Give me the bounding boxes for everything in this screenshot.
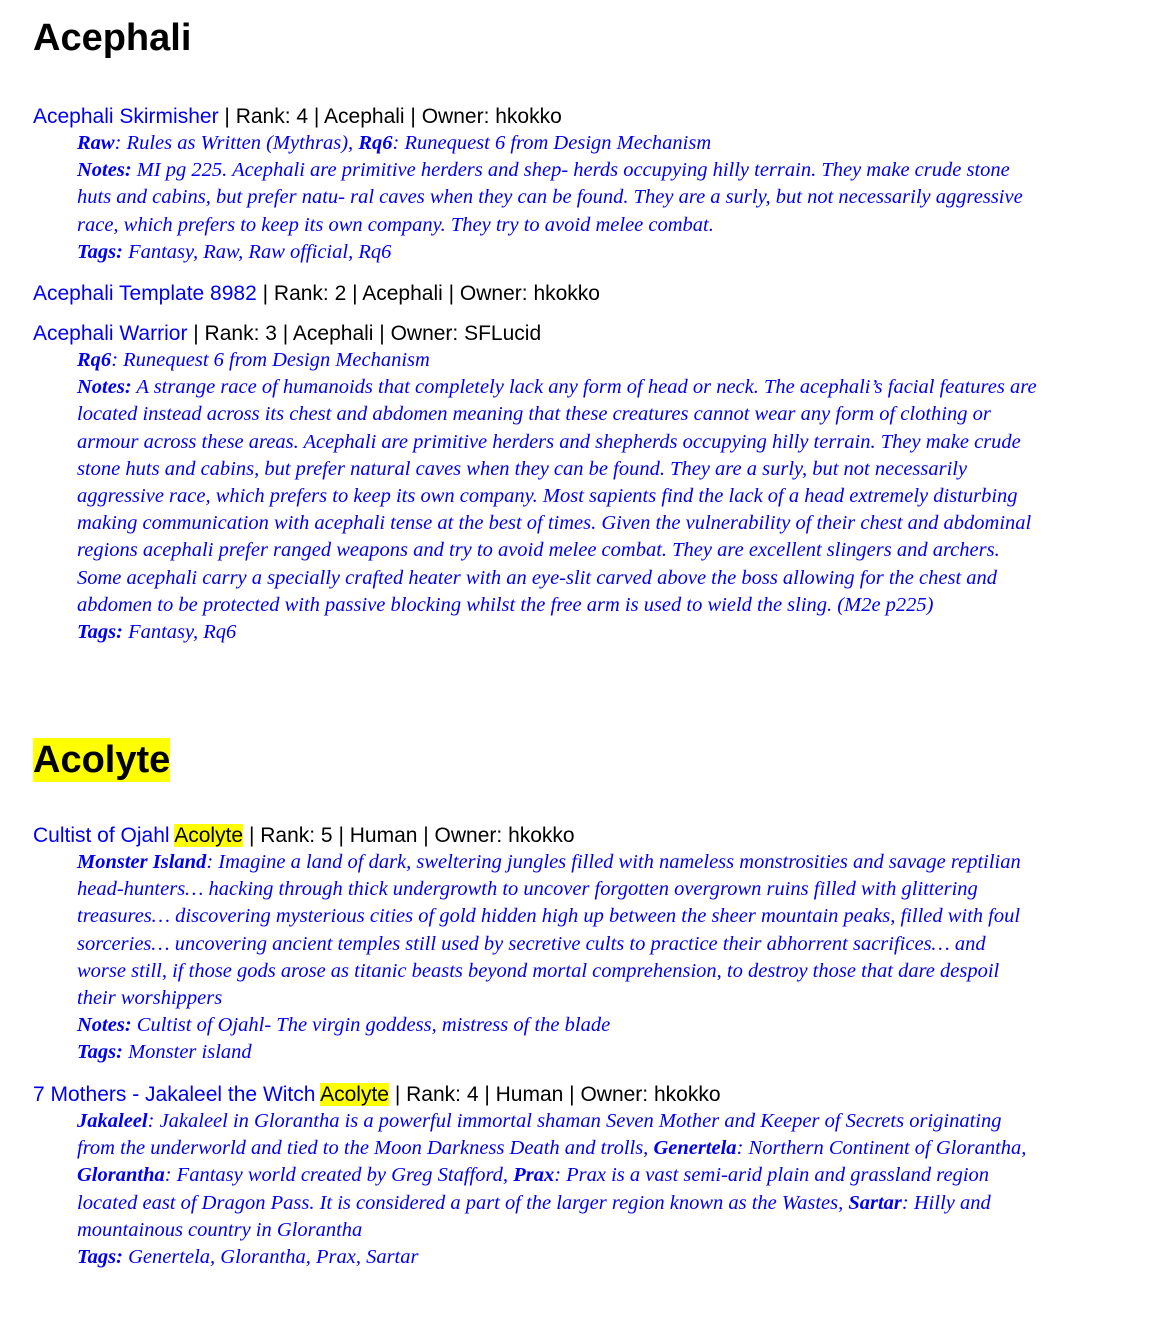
source-link-glorantha[interactable]: Glorantha bbox=[77, 1164, 165, 1187]
notes-label: Notes: bbox=[77, 159, 132, 182]
source-link-prax[interactable]: Prax bbox=[513, 1164, 555, 1187]
source-link-rq6[interactable]: Rq6 bbox=[358, 132, 393, 154]
source-link-monster-island[interactable]: Monster Island bbox=[77, 851, 207, 873]
entry-title-line bbox=[33, 104, 1133, 130]
source-text: : Runequest 6 from Design Mechanism bbox=[111, 349, 430, 371]
list-item bbox=[33, 281, 1133, 307]
entry-title-line bbox=[33, 281, 1133, 307]
entry-title-line bbox=[33, 823, 1133, 849]
source-link-sartar[interactable]: Sartar bbox=[848, 1191, 902, 1214]
list-item bbox=[33, 321, 1133, 646]
tags-label: Tags: bbox=[77, 1041, 123, 1064]
notes-text: MI pg 225. Acephali are primitive herders and shep- herds occupying hilly terrain. They make crude stone huts and cabins, but prefer natu- ral caves when they can be found. They are a surly, but not necessarily aggressive race, which prefers to keep its own company. They try to avoid melee combat. bbox=[77, 159, 1023, 236]
source-link-raw[interactable]: Raw bbox=[77, 132, 115, 154]
search-highlight: Acolyte bbox=[320, 1083, 389, 1106]
tags-label: Tags: bbox=[77, 240, 123, 263]
section-heading-acolyte: Acolyte bbox=[33, 739, 171, 781]
entry-notes bbox=[77, 374, 1037, 619]
list-item bbox=[33, 104, 1133, 266]
source-text: : Prax is a vast semi-arid plain and grassland region located east of Dragon Pass. It is considered a part of the larger region known as the Wastes, bbox=[77, 1164, 990, 1214]
entry-link-acephali-skirmisher[interactable]: Acephali Skirmisher bbox=[33, 105, 219, 128]
entry-meta: | Rank: 5 | Human | Owner: hkokko bbox=[243, 824, 575, 847]
tags-label: Tags: bbox=[77, 621, 123, 644]
entry-meta: | Rank: 3 | Acephali | Owner: SFLucid bbox=[187, 322, 542, 345]
entry-tags bbox=[77, 239, 1037, 266]
notes-label: Notes: bbox=[77, 376, 132, 399]
source-text: : Imagine a land of dark, sweltering jungles filled with nameless monstrosities and savage reptilian head-hunters… hacking through thick undergrowth to uncover forgotten overgrown ruins filled with glittering treasures… discovering mysterious cities of gold hidden high up between the sheer mountain peaks, filled with foul sorceries… uncovering ancient temples still used by secretive cults to practice their abhorrent sacrifices… and worse still, if those gods arose as titanic beasts beyond mortal comprehension, to destroy those that dare despoil their worshippers bbox=[77, 851, 1021, 1010]
entry-description bbox=[77, 849, 1037, 1067]
entry-meta: | Rank: 2 | Acephali | Owner: hkokko bbox=[256, 282, 600, 305]
notes-text: A strange race of humanoids that completely lack any form of head or neck. The acephali’s facial features are located instead across its chest and abdomen meaning that these creatures cannot wear any form of clothing or armour across these areas. Acephali are primitive herders and shepherds occupying hilly terrain. They make crude stone huts and cabins, but prefer natural caves when they can be found. They are a surly, but not necessarily aggressive race, which prefers to keep its own company. Most sapients find the lack of a head extremely disturbing making communication with acephali tense at the best of times. Given the vulnerability of their chest and abdominal regions acephali prefer ranged weapons and try to avoid melee combat. They are excellent slingers and archers. Some acephali carry a specially crafted heater with an eye-slit carved above the boss allowing for the chest and abdomen to be protected with passive blocking whilst the free arm is used to wield the sling. (M2e p225) bbox=[77, 376, 1037, 616]
source-text: : Northern Continent of Glorantha, bbox=[736, 1137, 1027, 1160]
tags-text: Fantasy, Raw, Raw official, Rq6 bbox=[122, 240, 392, 263]
tags-label: Tags: bbox=[77, 1246, 123, 1269]
entry-meta: | Rank: 4 | Acephali | Owner: hkokko bbox=[218, 105, 562, 128]
entry-sources bbox=[77, 130, 1037, 157]
source-link-jakaleel[interactable]: Jakaleel bbox=[77, 1110, 148, 1132]
source-text: : Fantasy world created by Greg Stafford, bbox=[164, 1164, 514, 1187]
entry-link-7-mothers-jakaleel[interactable] bbox=[33, 1083, 320, 1106]
entry-sources bbox=[77, 1108, 1037, 1244]
tags-text: Genertela, Glorantha, Prax, Sartar bbox=[122, 1246, 419, 1269]
list-item bbox=[33, 823, 1133, 1067]
tags-text: Monster island bbox=[122, 1041, 252, 1064]
source-text: : Rules as Written (Mythras), bbox=[114, 132, 359, 154]
notes-label: Notes: bbox=[77, 1014, 132, 1037]
entry-notes bbox=[77, 1012, 1037, 1039]
tags-text: Fantasy, Rq6 bbox=[122, 621, 237, 644]
entry-meta: | Rank: 4 | Human | Owner: hkokko bbox=[389, 1083, 721, 1106]
source-text: : Runequest 6 from Design Mechanism bbox=[392, 132, 712, 154]
entry-sources bbox=[77, 849, 1037, 1012]
search-highlight: Acolyte bbox=[174, 824, 244, 847]
entry-title-line bbox=[33, 321, 1133, 347]
section-heading-acephali: Acephali bbox=[33, 17, 192, 59]
entry-link-cultist-of-ojahl[interactable] bbox=[33, 824, 174, 847]
source-link-rq6[interactable]: Rq6 bbox=[77, 349, 112, 371]
entry-name-text: 7 Mothers - Jakaleel the Witch bbox=[33, 1083, 321, 1106]
entry-description bbox=[77, 347, 1037, 646]
entry-title-line bbox=[33, 1082, 1133, 1108]
notes-text: Cultist of Ojahl- The virgin goddess, mistress of the blade bbox=[131, 1014, 611, 1037]
entry-link-acephali-warrior[interactable]: Acephali Warrior bbox=[33, 322, 188, 345]
entry-tags bbox=[77, 619, 1037, 646]
entry-sources bbox=[77, 347, 1037, 374]
entry-name-text: Cultist of Ojahl bbox=[33, 824, 175, 847]
entry-tags bbox=[77, 1244, 1037, 1271]
entry-notes bbox=[77, 157, 1037, 239]
list-item bbox=[33, 1082, 1133, 1271]
source-text: : Jakaleel in Glorantha is a powerful immortal shaman Seven Mother and Keeper of Secrets originating from the underworld and tied to the Moon Darkness Death and trolls, bbox=[77, 1110, 1002, 1160]
entry-description bbox=[77, 130, 1037, 266]
entry-description bbox=[77, 1108, 1037, 1271]
source-text: : Hilly and mountainous country in Glorantha bbox=[77, 1191, 991, 1241]
entry-link-acephali-template[interactable]: Acephali Template 8982 bbox=[33, 282, 257, 305]
source-link-genertela[interactable]: Genertela bbox=[653, 1137, 737, 1160]
entry-tags bbox=[77, 1039, 1037, 1066]
